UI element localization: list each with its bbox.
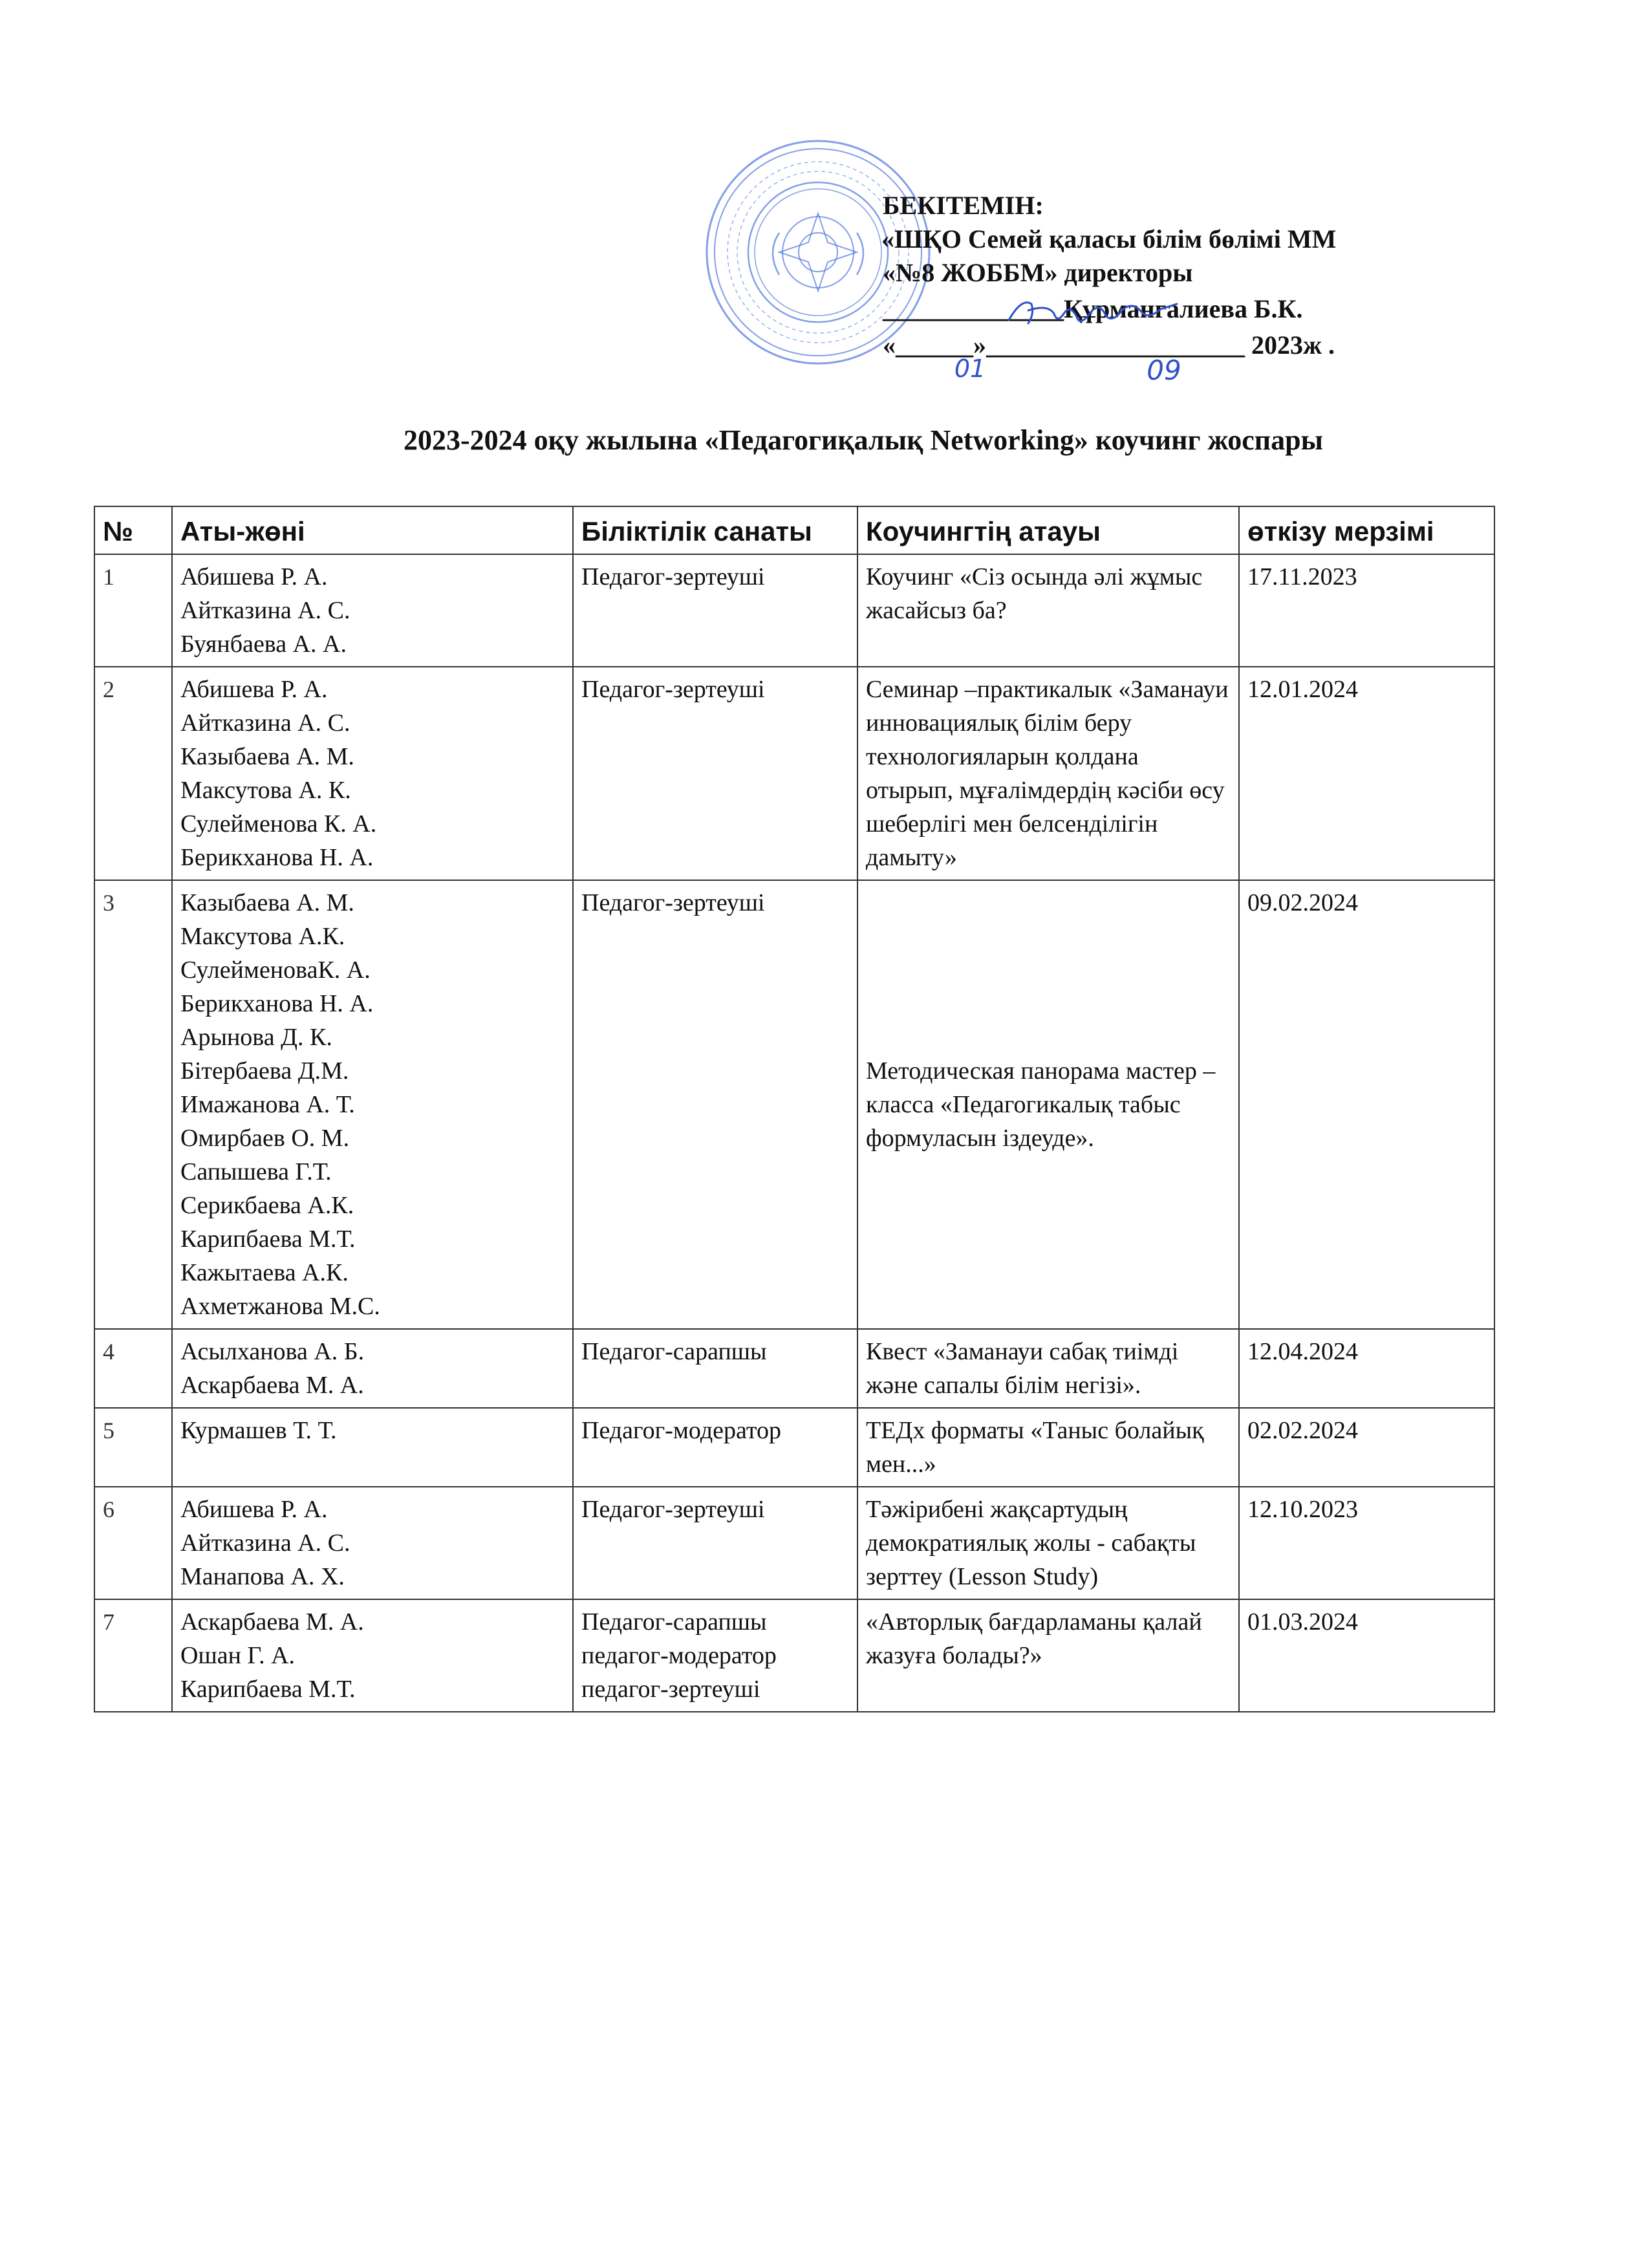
qualification-category: педагог-модератор [581,1642,777,1669]
qualification-category: Педагог-зертеуші [581,563,765,590]
table-row [94,880,1494,1329]
header-date: өткізу мерзімі [1239,506,1494,554]
approval-school-director: «№8 ЖОББМ» директоры [883,258,1193,287]
participant-name: Максутова А.К. [180,923,345,950]
event-date: 02.02.2024 [1239,1408,1494,1487]
coaching-title: Квест «Заманауи сабақ тиімді және сапалы білім негізі». [857,1329,1239,1408]
row-number: 7 [94,1599,172,1712]
participant-name: Берикханова Н. А. [180,844,374,871]
table-row [94,667,1494,880]
coaching-title: «Авторлық бағдарламаны қалай жазуға болады?» [857,1599,1239,1712]
participant-name: Берикханова Н. А. [180,990,374,1017]
qualification-cell [573,1599,857,1712]
participant-name: Максутова А. К. [180,777,351,804]
participant-name: Айтказина А. С. [180,597,350,624]
approval-signature-line: ______________Құрмангалиева Б.К. [883,294,1303,323]
header-coaching-title: Коучингтің атауы [857,506,1239,554]
participant-name: Абишева Р. А. [180,676,328,703]
participant-name: Курмашев Т. Т. [180,1417,337,1444]
event-date: 12.04.2024 [1239,1329,1494,1408]
table-row [94,554,1494,667]
participant-name: Карипбаева М.Т. [180,1676,356,1703]
header-qualification: Біліктілік санаты [573,506,857,554]
qualification-cell [573,554,857,667]
participant-name: Аскарбаева М. А. [180,1372,364,1399]
handwritten-signature [1002,285,1183,336]
participant-name: Ошан Г. А. [180,1642,296,1669]
qualification-category: Педагог-зертеуші [581,676,765,703]
participant-name: Манапова А. Х. [180,1563,345,1590]
qualification-cell [573,1329,857,1408]
participant-name: Бітербаева Д.М. [180,1057,349,1085]
participant-name: Сулейменова К. А. [180,810,377,837]
coaching-title: Методическая панорама мастер – класса «Педагогикалық табыс формуласын іздеуде». [857,880,1239,1329]
event-date: 12.10.2023 [1239,1487,1494,1599]
participant-names-cell [172,1408,573,1487]
handwritten-month-text: 09 [1147,354,1181,386]
qualification-category: Педагог-зертеуші [581,889,765,916]
participant-name: Арынова Д. К. [180,1024,332,1051]
event-date: 01.03.2024 [1239,1599,1494,1712]
table-row [94,1408,1494,1487]
event-date: 17.11.2023 [1239,554,1494,667]
participant-names-cell [172,1329,573,1408]
participant-names-cell [172,554,573,667]
participant-name: Буянбаева А. А. [180,631,347,658]
row-number: 6 [94,1487,172,1599]
participant-name: Кажытаева А.К. [180,1259,349,1286]
document-title: 2023-2024 оқу жылына «Педагогиқалық Networking» коучинг жоспары [404,424,1323,456]
approval-organization: «ШҚО Семей қаласы білім бөлімі ММ [881,224,1337,254]
row-number: 5 [94,1408,172,1487]
participant-name: Абишева Р. А. [180,1496,328,1523]
qualification-cell [573,1487,857,1599]
participant-name: Серикбаева А.К. [180,1192,354,1219]
table-body [94,554,1494,1712]
participant-names-cell [172,1599,573,1712]
row-number: 1 [94,554,172,667]
participant-name: Айтказина А. С. [180,1529,350,1557]
qualification-cell [573,1408,857,1487]
coaching-title: ТЕДх форматы «Таныс болайық мен...» [857,1408,1239,1487]
participant-name: Имажанова А. Т. [180,1091,355,1118]
handwritten-month [1106,354,1222,387]
qualification-category: Педагог-сарапшы [581,1338,767,1365]
participant-name: Казыбаева А. М. [180,889,354,916]
qualification-category: Педагог-сарапшы [581,1608,767,1636]
participant-names-cell [172,1487,573,1599]
qualification-category: педагог-зертеуші [581,1676,760,1703]
participant-name: Казыбаева А. М. [180,743,354,770]
row-number: 3 [94,880,172,1329]
event-date: 09.02.2024 [1239,880,1494,1329]
table-row [94,1599,1494,1712]
participant-name: Абишева Р. А. [180,563,328,590]
participant-name: Сапышева Г.Т. [180,1158,332,1185]
participant-name: Ахметжанова М.С. [180,1293,380,1320]
participant-name: Асылханова А. Б. [180,1338,365,1365]
participant-name: Аскарбаева М. А. [180,1608,364,1636]
row-number: 4 [94,1329,172,1408]
coaching-plan-table [94,506,1495,1712]
approval-title: БЕКІТЕМІН: [883,191,1044,220]
participant-name: СулейменоваК. А. [180,956,371,984]
event-date: 12.01.2024 [1239,667,1494,880]
participant-name: Айтказина А. С. [180,709,350,737]
participant-name: Омирбаев О. М. [180,1125,350,1152]
approval-date-line: «______»____________________ 2023ж . [883,330,1335,360]
participant-name: Карипбаева М.Т. [180,1226,356,1253]
table-header-row [94,506,1494,554]
coaching-title: Коучинг «Сіз осында әлі жұмыс жасайсыз ба? [857,554,1239,667]
header-number: № [94,506,172,554]
qualification-cell [573,880,857,1329]
handwritten-day-text: 01 [954,354,986,383]
header-full-name: Аты-жөні [172,506,573,554]
handwritten-day [918,354,1022,387]
table-row [94,1487,1494,1599]
qualification-category: Педагог-модератор [581,1417,782,1444]
coaching-title: Тәжірибені жақсартудың демократиялық жолы - сабақты зерттеу (Lesson Study) [857,1487,1239,1599]
coaching-title: Семинар –практикалык «Заманауи инновациялық білім беру технологияларын қолдана отырып, мұғалімдердің кәсіби өсу шеберлігі мен белсенділігін дамыту» [857,667,1239,880]
participant-names-cell [172,667,573,880]
row-number: 2 [94,667,172,880]
table-row [94,1329,1494,1408]
qualification-category: Педагог-зертеуші [581,1496,765,1523]
qualification-cell [573,667,857,880]
participant-names-cell [172,880,573,1329]
